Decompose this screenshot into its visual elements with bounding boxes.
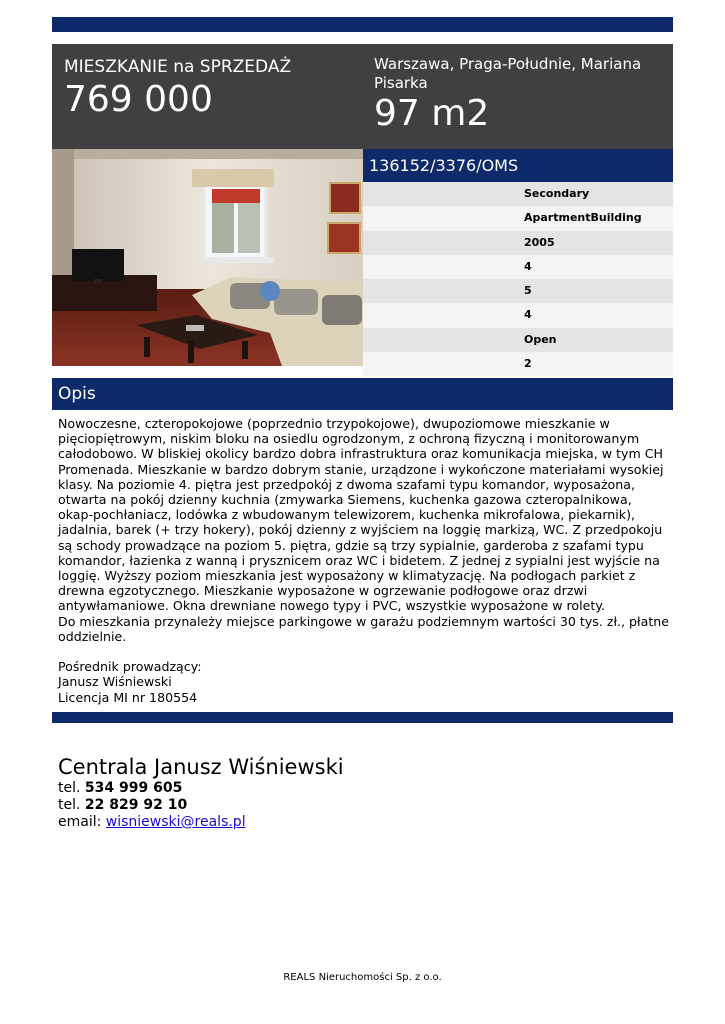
listing-header bbox=[52, 44, 673, 149]
description-body bbox=[58, 416, 670, 705]
header-right bbox=[374, 55, 664, 135]
location: Warszawa, Praga-Południe, Mariana Pisarka bbox=[374, 55, 642, 92]
phone-number: 22 829 92 10 bbox=[84, 797, 188, 813]
description-paragraph: Do mieszkania przynależy miejsce parkingowe w garażu podziemnym wartości 30 tys. zł., płatne oddzielnie. bbox=[58, 613, 669, 644]
living-room-photo-image bbox=[52, 149, 363, 366]
email-label: email: bbox=[58, 814, 102, 830]
contact-name: Centrala Janusz Wiśniewski bbox=[58, 755, 344, 779]
detail-row-building-type bbox=[363, 206, 673, 230]
description-heading-bar bbox=[52, 378, 673, 410]
detail-row-bathrooms bbox=[363, 352, 673, 376]
phone-line-2 bbox=[58, 797, 344, 814]
reference-number: 136152/3376/OMS bbox=[369, 156, 519, 175]
contact-block bbox=[58, 754, 344, 831]
detail-value: Secondary bbox=[524, 187, 590, 200]
detail-value: Open bbox=[524, 332, 557, 346]
header-left bbox=[64, 56, 291, 121]
detail-value: 2005 bbox=[524, 235, 555, 249]
description-paragraph: Nowoczesne, czteropokojowe (poprzednio trzypokojowe), dwupoziomowe mieszkanie w pięciopiętrowym, niskim bloku na osiedlu ogrodzonym, z ochroną fizyczną i monitorowanym całodobowo. W bliskiej okolicy bardzo dobra infrastruktura oraz komunikacja miejska, w tym CH Promenada. Mieszkanie w bardzo dobrym stanie, urządzone i wykończone materiałami wysokiej klasy. Na poziomie 4. piętra jest przedpokój z dwoma szafami typu komandor, wyposażona, otwarta na pokój dzienny kuchnia (zmywarka Siemens, kuchenka gazowa czteropalnikowa, okap-pochłaniacz, lodówka z wbudowanym telewizorem, kuchenka mikrofalowa, piekarnik), jadalnia, barek (+ trzy hokery), pokój dzienny z wyjściem na loggię markizą, WC. Z przedpokoju są schody prowadzące na poziom 5. piętra, gdzie są trzy sypialnie, garderoba z szafami typu komandor, łazienka z wanną i prysznicem oraz WC i bidetem. Z jednej z sypialni jest wyjście na loggię. Wyższy poziom mieszkania jest wyposażony w klimatyzację. Na podłogach parkiet z drewna egzotycznego. Mieszkanie wyposażone w ogrzewanie podłogowe oraz drzwi antywłamaniowe. Okna drewniane nowego typy i PVC, wszystkie wyposażone w rolety. bbox=[58, 416, 664, 614]
agent-name: Janusz Wiśniewski bbox=[58, 674, 172, 690]
agent-license: Licencja MI nr 180554 bbox=[58, 689, 198, 705]
email-line bbox=[58, 814, 344, 831]
property-photo bbox=[52, 149, 363, 366]
detail-row-kitchen bbox=[363, 328, 673, 352]
offer-type: MIESZKANIE na SPRZEDAŻ bbox=[64, 57, 292, 77]
detail-row-year bbox=[363, 231, 673, 255]
footer-company: REALS Nieruchomości Sp. z o.o. bbox=[283, 972, 442, 983]
agent-label: Pośrednik prowadzący: bbox=[58, 659, 202, 675]
phone-line-1 bbox=[58, 780, 344, 797]
tel-label: tel. bbox=[58, 797, 81, 813]
tel-label: tel. bbox=[58, 780, 81, 796]
detail-value: ApartmentBuilding bbox=[524, 211, 642, 225]
divider-bar bbox=[52, 712, 673, 723]
detail-value: 4 bbox=[524, 308, 532, 322]
price: 769 000 bbox=[64, 79, 213, 120]
detail-row-market bbox=[363, 182, 673, 206]
area: 97 m2 bbox=[374, 93, 490, 134]
details-table bbox=[363, 182, 673, 376]
phone-number: 534 999 605 bbox=[84, 780, 183, 796]
detail-row-floor bbox=[363, 303, 673, 327]
detail-value: 5 bbox=[524, 284, 532, 298]
top-accent-bar bbox=[52, 17, 673, 32]
detail-row-floors bbox=[363, 279, 673, 303]
email-link[interactable]: wisniewski@reals.pl bbox=[105, 814, 246, 830]
detail-value: 4 bbox=[524, 259, 532, 273]
detail-value: 2 bbox=[524, 357, 532, 371]
reference-number-bar bbox=[363, 149, 673, 182]
description-heading: Opis bbox=[58, 384, 96, 404]
detail-row-rooms bbox=[363, 255, 673, 279]
spacer bbox=[58, 644, 670, 659]
